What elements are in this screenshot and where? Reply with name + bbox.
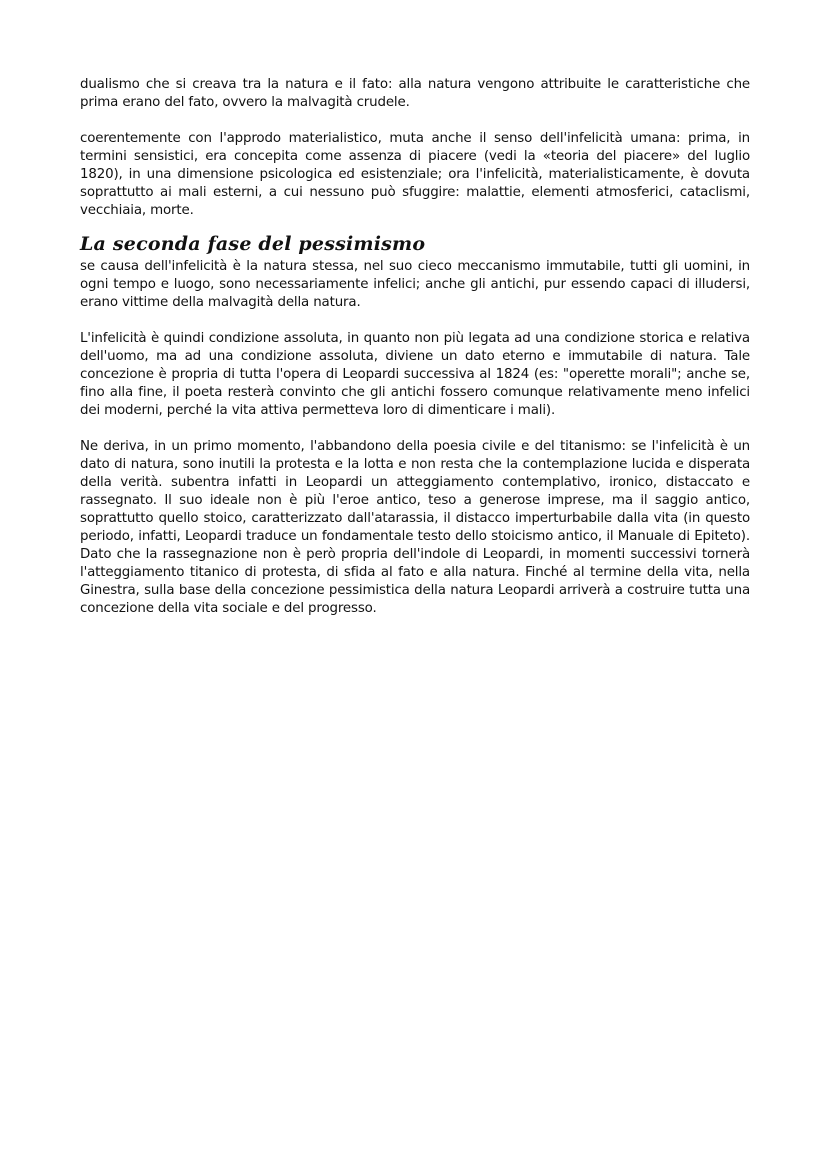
paragraph-spacer (80, 312, 750, 330)
paragraph-spacer (80, 420, 750, 438)
paragraph-spacer (80, 112, 750, 130)
paragraph-dualismo: dualismo che si creava tra la natura e il fato: alla natura vengono attribuite le caratteristiche che prima erano del fato, ovvero la malvagità crudele. (80, 77, 750, 110)
paragraph-causa-infelicita: se causa dell'infelicità è la natura stessa, nel suo cieco meccanismo immutabile, tutti gli uomini, in ogni tempo e luogo, sono necessariamente infelici; anche gli antichi, pur essendo capaci di illudersi, erano vittime della malvagità della natura. (80, 259, 750, 310)
paragraph-infelicita-umana: coerentemente con l'approdo materialistico, muta anche il senso dell'infelicità umana: prima, in termini sensistici, era concepita come assenza di piacere (vedi la «teoria del piacere» del luglio 1820), in una dimensione psicologica ed esistenziale; ora l'infelicità, materialisticamente, è dovuta soprattutto ai mali esterni, a cui nessuno può sfuggire: malattie, elementi atmosferici, cataclismi, vecchiaia, morte. (80, 131, 750, 218)
document-page (80, 76, 750, 618)
section-title: La seconda fase del pessimismo (80, 233, 426, 255)
paragraph-abbandono-titanismo: Ne deriva, in un primo momento, l'abbandono della poesia civile e del titanismo: se l'infelicità è un dato di natura, sono inutili la protesta e la lotta e non resta che la contemplazione lucida e disperata della verità. subentra infatti in Leopardi un atteggiamento contemplativo, ironico, distaccato e rassegnato. Il suo ideale non è più l'eroe antico, teso a generose imprese, ma il saggio antico, soprattutto quello stoico, caratterizzato dall'atarassia, il distacco imperturbabile dalla vita (in questo periodo, infatti, Leopardi traduce un fondamentale testo dello stoicismo antico, il Manuale di Epiteto). Dato che la rassegnazione non è però propria dell'indole di Leopardi, in momenti successivi tornerà l'atteggiamento titanico di protesta, di sfida al fato e alla natura. Finché al termine della vita, nella Ginestra, sulla base della concezione pessimistica della natura Leopardi arriverà a costruire tutta una concezione della vita sociale e del progresso. (80, 439, 750, 616)
paragraph-condizione-assoluta: L'infelicità è quindi condizione assoluta, in quanto non più legata ad una condizione storica e relativa dell'uomo, ma ad una condizione assoluta, diviene un dato eterno e immutabile di natura. Tale concezione è propria di tutta l'opera di Leopardi successiva al 1824 (es: "operette morali"; anche se, fino alla fine, il poeta resterà convinto che gli antichi fossero comunque relativamente meno infelici dei moderni, perché la vita attiva permetteva loro di dimenticare i mali). (80, 331, 750, 418)
